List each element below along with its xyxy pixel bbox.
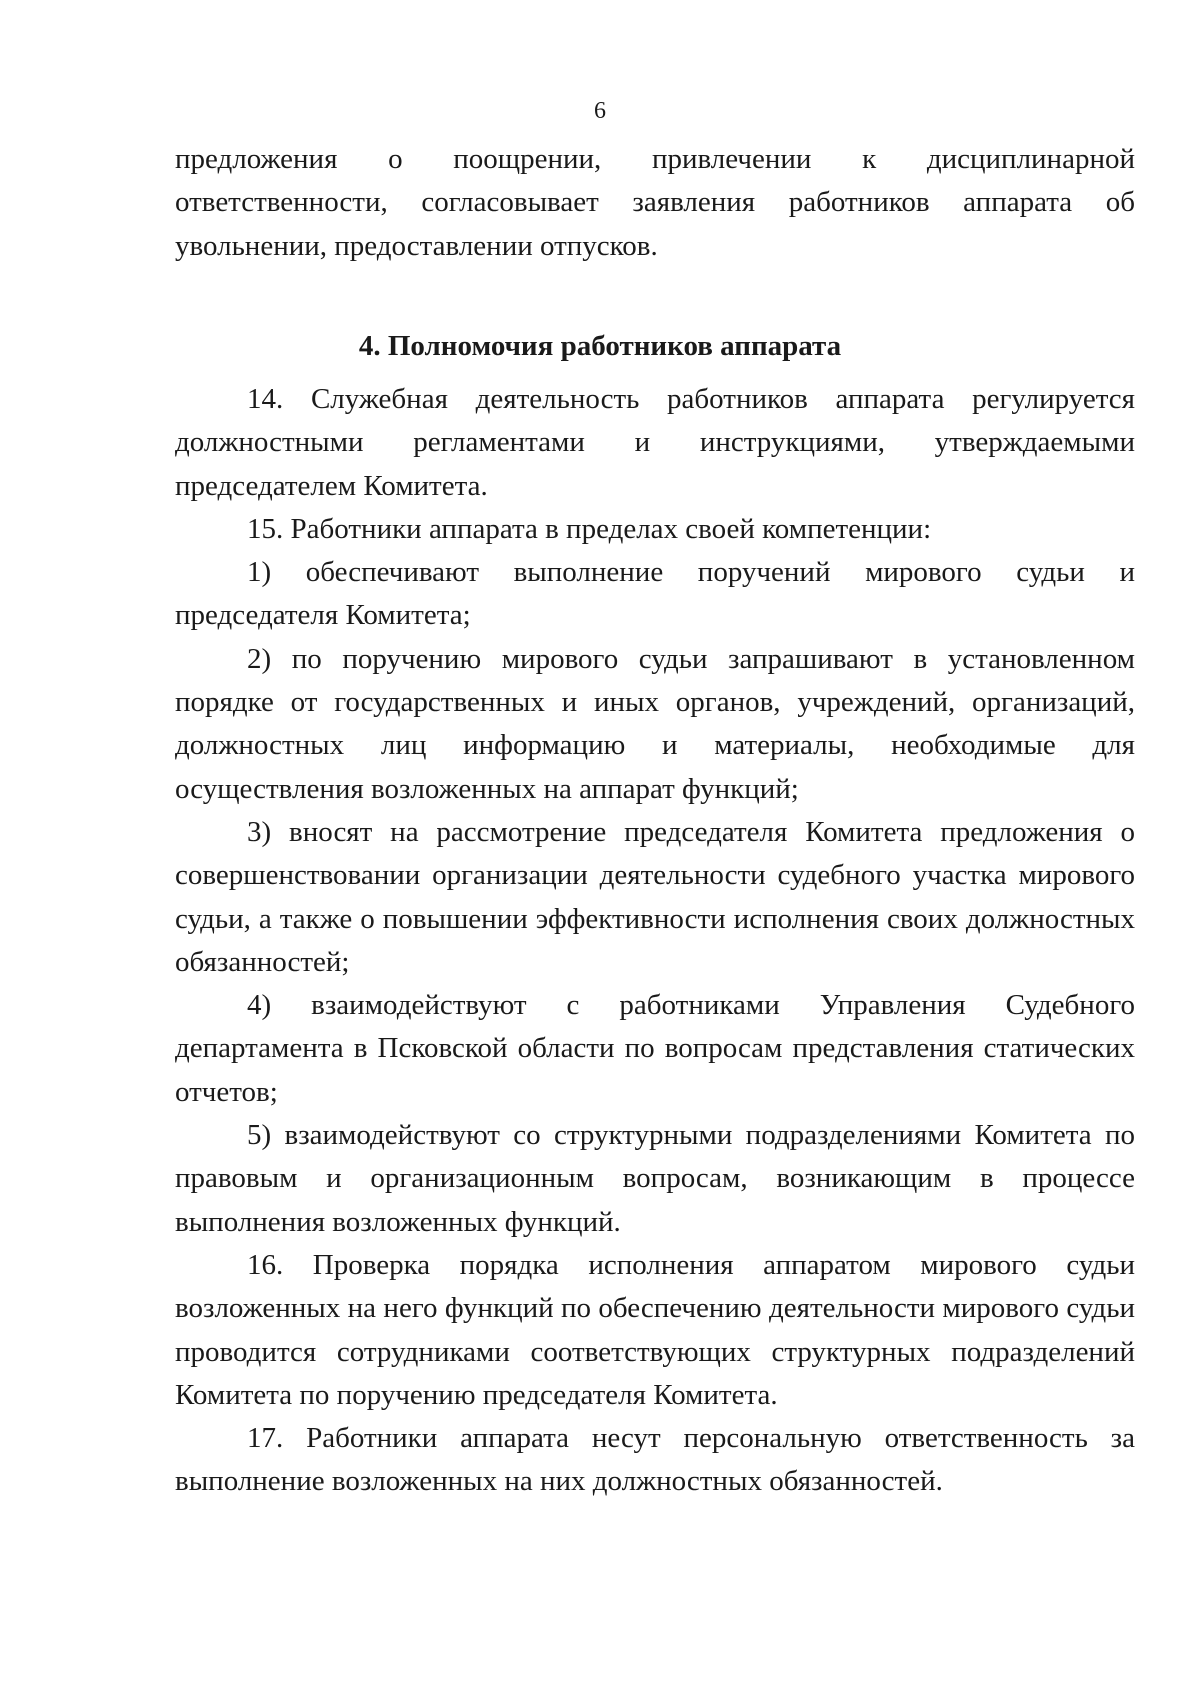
paragraph-15: 15. Работники аппарата в пределах своей компетенции: [247, 512, 932, 545]
list-item-2: 2) по поручению мирового судьи запрашивают в установленном порядке от государственных и иных органов, учреждений, организаций, должностных лиц информацию и материалы, необходимые для осуществления возложенных на аппарат функций; [175, 642, 1135, 805]
paragraph-14: 14. Служебная деятельность работников аппарата регулируется должностными регламентами и инструкциями, утверждаемыми председателем Комитета. [175, 383, 1135, 502]
list-item-4: 4) взаимодействуют с работниками Управления Судебного департамента в Псковской области по вопросам представления статических отчетов; [175, 989, 1135, 1108]
list-item-1: 1) обеспечивают выполнение поручений мирового судьи и председателя Комитета; [175, 556, 1135, 632]
page-number: 6 [594, 98, 606, 124]
section-heading: 4. Полномочия работников аппарата [358, 330, 842, 362]
intro-paragraph: предложения о поощрении, привлечении к дисциплинарной ответственности, согласовывает заявления работников аппарата об увольнении, предоставлении отпусков. [175, 143, 1135, 262]
list-item-3: 3) вносят на рассмотрение председателя Комитета предложения о совершенствовании организации деятельности судебного участка мирового судьи, а также о повышении эффективности исполнения своих должностных обязанностей; [175, 815, 1135, 978]
paragraph-17: 17. Работники аппарата несут персональную ответственность за выполнение возложенных на них должностных обязанностей. [175, 1422, 1135, 1498]
paragraph-16: 16. Проверка порядка исполнения аппаратом мирового судьи возложенных на него функций по обеспечению деятельности мирового судьи проводится сотрудниками соответствующих структурных подразделений Комитета по поручению председателя Комитета. [175, 1248, 1135, 1411]
intro-block [175, 138, 1135, 268]
section-body [175, 378, 1135, 1504]
list-item-5: 5) взаимодействуют со структурными подразделениями Комитета по правовым и организационным вопросам, возникающим в процессе выполнения возложенных функций. [175, 1119, 1135, 1238]
